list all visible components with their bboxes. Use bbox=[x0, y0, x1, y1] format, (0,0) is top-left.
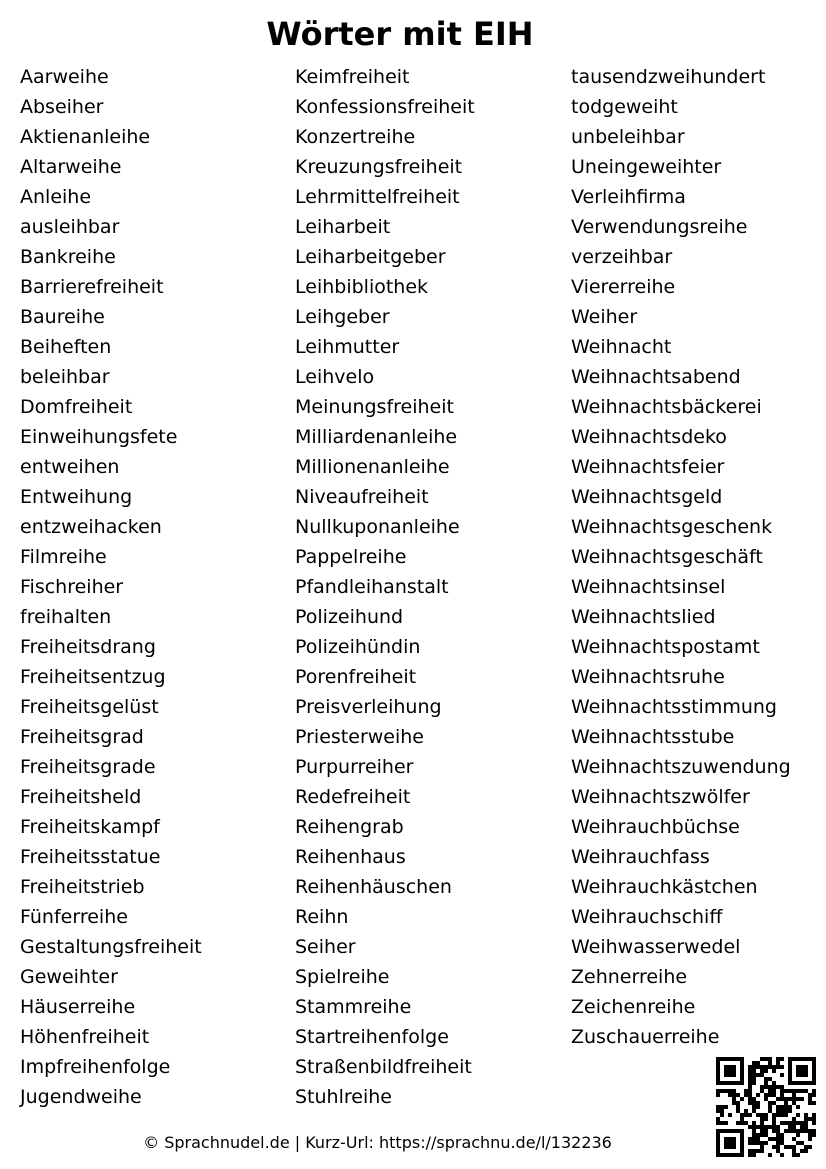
word-list-item: Freiheitsdrang bbox=[20, 636, 156, 658]
word-list-item: Weihnachtsdeko bbox=[571, 426, 727, 448]
word-list-item: Pfandleihanstalt bbox=[295, 576, 449, 598]
word-list-item: Keimfreiheit bbox=[295, 66, 410, 88]
word-list-item: Geweihter bbox=[20, 966, 118, 988]
word-list-item: Weihnachtsfeier bbox=[571, 456, 725, 478]
word-list-item: Weihwasserwedel bbox=[571, 936, 741, 958]
word-list-item: verzeihbar bbox=[571, 246, 673, 268]
word-list-item: Pappelreihe bbox=[295, 546, 407, 568]
word-list-item: Konfessionsfreiheit bbox=[295, 96, 475, 118]
word-list-item: Viererreihe bbox=[571, 276, 676, 298]
word-list-item: Altarweihe bbox=[20, 156, 122, 178]
word-list-item: Freiheitsentzug bbox=[20, 666, 166, 688]
word-list-item: Zehnerreihe bbox=[571, 966, 688, 988]
word-list-item: Weihnachtszuwendung bbox=[571, 756, 791, 778]
word-list-item: Anleihe bbox=[20, 186, 92, 208]
word-list-item: Leiharbeitgeber bbox=[295, 246, 446, 268]
word-list-item: Weihnachtsstube bbox=[571, 726, 735, 748]
word-list-item: Lehrmittelfreiheit bbox=[295, 186, 460, 208]
word-list-item: Konzertreihe bbox=[295, 126, 416, 148]
word-list-item: Seiher bbox=[295, 936, 356, 958]
word-list-item: Reihengrab bbox=[295, 816, 404, 838]
page-title: Wörter mit EIH bbox=[266, 15, 534, 53]
word-list-item: beleihbar bbox=[20, 366, 110, 388]
word-list-item: Baureihe bbox=[20, 306, 105, 328]
word-list-item: Entweihung bbox=[20, 486, 133, 508]
word-list-item: Weihnachtsbäckerei bbox=[571, 396, 762, 418]
word-list-item: entzweihacken bbox=[20, 516, 162, 538]
word-list-item: Weihnachtsgeschäft bbox=[571, 546, 763, 568]
word-list-item: Impfreihenfolge bbox=[20, 1056, 171, 1078]
word-list-item: Leiharbeit bbox=[295, 216, 391, 238]
word-list-item: Reihenhaus bbox=[295, 846, 406, 868]
word-list-item: Freiheitsgrade bbox=[20, 756, 156, 778]
word-list-item: Reihenhäuschen bbox=[295, 876, 452, 898]
word-list-item: Aktienanleihe bbox=[20, 126, 151, 148]
word-list-item: Meinungsfreiheit bbox=[295, 396, 454, 418]
word-list-item: Weihnachtspostamt bbox=[571, 636, 760, 658]
word-list-item: freihalten bbox=[20, 606, 112, 628]
word-list-item: Leihgeber bbox=[295, 306, 390, 328]
word-list-item: Weihnachtszwölfer bbox=[571, 786, 750, 808]
word-list-item: Einweihungsfete bbox=[20, 426, 178, 448]
word-list-item: Spielreihe bbox=[295, 966, 390, 988]
word-column-1 bbox=[20, 62, 202, 1112]
word-list-item: Millionenanleihe bbox=[295, 456, 450, 478]
word-list-item: Verwendungsreihe bbox=[571, 216, 748, 238]
word-list-item: Nullkuponanleihe bbox=[295, 516, 460, 538]
word-list-item: Straßenbildfreiheit bbox=[295, 1056, 472, 1078]
word-list-item: Weihrauchschiff bbox=[571, 906, 723, 928]
word-list-item: Zeichenreihe bbox=[571, 996, 696, 1018]
word-list-item: Startreihenfolge bbox=[295, 1026, 449, 1048]
word-list-item: Jugendweihe bbox=[20, 1086, 142, 1108]
word-list-item: Freiheitskampf bbox=[20, 816, 160, 838]
word-list-item: Gestaltungsfreiheit bbox=[20, 936, 202, 958]
word-list-item: Weihnachtsruhe bbox=[571, 666, 725, 688]
word-list-item: Fischreiher bbox=[20, 576, 124, 598]
word-list-item: Höhenfreiheit bbox=[20, 1026, 150, 1048]
word-list-item: Beiheften bbox=[20, 336, 112, 358]
word-list-item: Filmreihe bbox=[20, 546, 107, 568]
word-list-item: Domfreiheit bbox=[20, 396, 133, 418]
word-list-item: Weihnachtsgeschenk bbox=[571, 516, 773, 538]
footer-text: © Sprachnudel.de | Kurz-Url: https://sprachnu.de/l/132236 bbox=[143, 1133, 612, 1152]
word-list-item: Weihnachtsstimmung bbox=[571, 696, 777, 718]
word-list-item: Stammreihe bbox=[295, 996, 412, 1018]
word-list-item: Verleihfirma bbox=[571, 186, 686, 208]
word-list-item: Weihnachtslied bbox=[571, 606, 716, 628]
word-list-item: Purpurreiher bbox=[295, 756, 414, 778]
word-list-item: Kreuzungsfreiheit bbox=[295, 156, 463, 178]
word-list-item: Freiheitsheld bbox=[20, 786, 142, 808]
word-list-item: Weihnachtsabend bbox=[571, 366, 741, 388]
word-list-item: Freiheitsgelüst bbox=[20, 696, 159, 718]
word-list-item: Leihbibliothek bbox=[295, 276, 429, 298]
word-list-item: todgeweiht bbox=[571, 96, 678, 118]
word-list-item: unbeleihbar bbox=[571, 126, 685, 148]
word-list-item: Redefreiheit bbox=[295, 786, 411, 808]
word-list-item: Reihn bbox=[295, 906, 349, 928]
word-list-item: Weihnachtsinsel bbox=[571, 576, 726, 598]
word-column-3 bbox=[571, 62, 791, 1052]
word-list-item: Porenfreiheit bbox=[295, 666, 417, 688]
word-list-item: Weihnachtsgeld bbox=[571, 486, 723, 508]
word-list-item: Polizeihund bbox=[295, 606, 404, 628]
word-list-item: Uneingeweihter bbox=[571, 156, 722, 178]
word-list-item: Fünferreihe bbox=[20, 906, 128, 928]
word-list-item: Bankreihe bbox=[20, 246, 116, 268]
word-list-item: Aarweihe bbox=[20, 66, 109, 88]
word-list-item: Polizeihündin bbox=[295, 636, 421, 658]
word-list-item: Weihrauchbüchse bbox=[571, 816, 740, 838]
word-list-item: Leihvelo bbox=[295, 366, 375, 388]
word-list-item: Weihrauchfass bbox=[571, 846, 710, 868]
word-list-item: Freiheitsgrad bbox=[20, 726, 144, 748]
word-list-item: Stuhlreihe bbox=[295, 1086, 392, 1108]
word-list-item: Zuschauerreihe bbox=[571, 1026, 720, 1048]
word-column-2 bbox=[295, 62, 475, 1112]
word-list-item: tausendzweihundert bbox=[571, 66, 766, 88]
word-list-item: Weihrauchkästchen bbox=[571, 876, 758, 898]
word-list-item: Häuserreihe bbox=[20, 996, 136, 1018]
word-list-item: Milliardenanleihe bbox=[295, 426, 458, 448]
word-list-item: Weihnacht bbox=[571, 336, 672, 358]
word-list-item: Weiher bbox=[571, 306, 638, 328]
word-list-item: Leihmutter bbox=[295, 336, 400, 358]
word-list-item: entweihen bbox=[20, 456, 120, 478]
word-list-item: Priesterweihe bbox=[295, 726, 424, 748]
word-list-item: Freiheitstrieb bbox=[20, 876, 145, 898]
word-list-item: Preisverleihung bbox=[295, 696, 442, 718]
word-list-item: Abseiher bbox=[20, 96, 104, 118]
word-list-item: Barrierefreiheit bbox=[20, 276, 164, 298]
word-list-item: Niveaufreiheit bbox=[295, 486, 429, 508]
word-list-item: Freiheitsstatue bbox=[20, 846, 161, 868]
word-list-item: ausleihbar bbox=[20, 216, 120, 238]
